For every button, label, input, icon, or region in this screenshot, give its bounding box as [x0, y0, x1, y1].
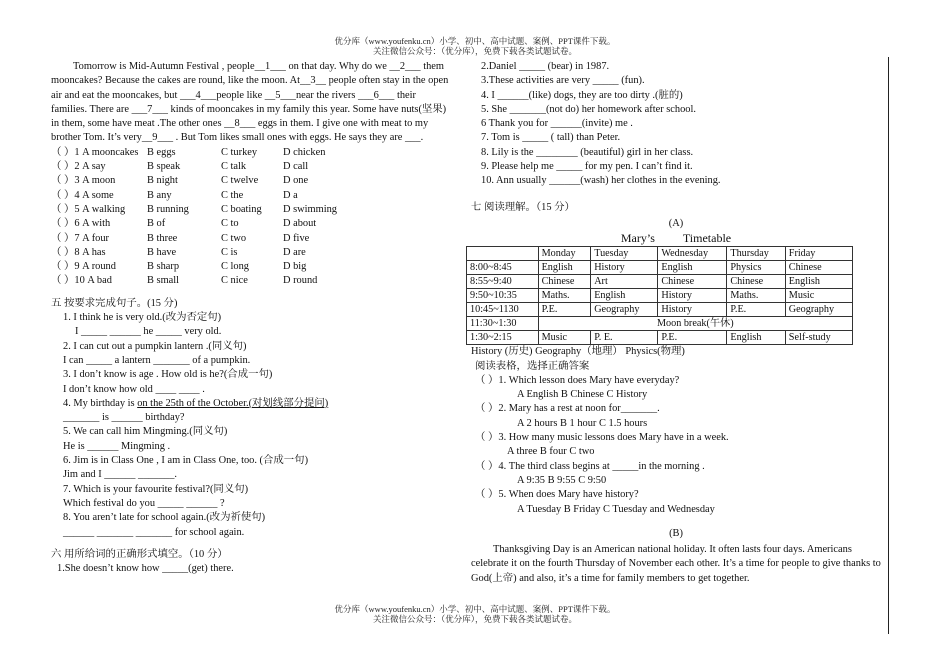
s5-line-8: _______ is ______ birthday? [63, 412, 185, 424]
cloze-option: （ ）7 A four [51, 232, 110, 244]
cloze-option: D a [283, 189, 298, 201]
cloze-option: C to [221, 218, 239, 230]
header-line-2: 关注微信公众号：（优分库），免费下载各类试题试卷。 [372, 46, 577, 56]
timetable-title-1: Mary’s [620, 231, 655, 246]
table-cell: Music [785, 289, 852, 303]
timetable-title [471, 231, 881, 246]
table-cell: P.E. [538, 303, 591, 317]
table-cell: Chinese [727, 275, 785, 289]
table-cell: History [658, 303, 727, 317]
page-divider [888, 57, 889, 634]
cloze-option: C talk [221, 161, 247, 173]
cloze-option: B any [147, 189, 172, 201]
table-row [467, 303, 853, 317]
table-cell: English [538, 261, 591, 275]
instruction: 阅读表格，选择正确答案 [475, 360, 590, 372]
cloze-option-row [51, 189, 453, 203]
section-6-start [51, 548, 453, 577]
table-row [467, 275, 853, 289]
vocab-note: History (历史) Geography（地理） Physics(物理) [471, 346, 685, 358]
s5-line-6: I don’t know how old ____ ____ . [63, 383, 205, 395]
cloze-option: B eggs [147, 146, 176, 158]
question-4: （ ）4. The third class begins at _____in the morning . [475, 460, 705, 472]
table-cell: Physics [727, 261, 785, 275]
cloze-option: （ ）10 A bad [51, 275, 112, 287]
cloze-option: （ ）6 A with [51, 218, 111, 230]
s5-line-3: 2. I can cut out a pumpkin lantern .(同义句) [63, 340, 247, 352]
table-cell: P. E. [591, 331, 658, 345]
cloze-option: B sharp [147, 261, 180, 273]
table-cell: History [658, 289, 727, 303]
table-cell: 1:30~2:15 [467, 331, 539, 345]
s5-line-14: Which festival do you _____ ______ ? [63, 497, 225, 509]
table-cell: Music [538, 331, 591, 345]
cloze-option: C two [221, 232, 247, 244]
section-5-title: 五 按要求完成句子。(15 分) [51, 297, 178, 309]
question-3-options: A three B four C two [507, 446, 595, 458]
cloze-option-row [51, 203, 453, 217]
s5-line-13: 7. Which is your favourite festival?(同义句) [63, 483, 249, 495]
right-column [471, 60, 881, 586]
page-header [0, 36, 950, 56]
s5-line-4: I can _____ a lantern _______ of a pumpkin. [63, 354, 251, 366]
s6-line-3: 3.These activities are very _____ (fun). [481, 75, 645, 87]
passage-b: Thanksgiving Day is an American national holiday. It often lasts four days. Americans celebrate it on the fourth Thursday of November each other. It’s a time for people to give thanks to God(上帝) and also, it’s a time for family members to get together. [471, 544, 881, 584]
cloze-option: D call [283, 161, 309, 173]
cloze-option: D big [283, 261, 307, 273]
page-footer [0, 604, 950, 624]
cloze-option-row [51, 274, 453, 288]
s5-line-16: ______ _______ _______ for school again. [63, 526, 245, 538]
cloze-option: （ ）5 A walking [51, 203, 126, 215]
cloze-option: B speak [147, 161, 181, 173]
s6-line-5: 5. She _______(not do) her homework after school. [481, 103, 696, 115]
table-cell: Geography [785, 303, 852, 317]
cloze-option: C twelve [221, 175, 259, 187]
table-cell: 8:55~9:40 [467, 275, 539, 289]
s5-line-15: 8. You aren’t late for school again.(改为祈使句) [63, 512, 266, 524]
table-cell: English [658, 261, 727, 275]
s6-line-1: 1.She doesn’t know how _____(get) there. [57, 563, 234, 575]
footer-line-2: 关注微信公众号：（优分库），免费下载各类试题试卷。 [372, 614, 577, 624]
cloze-option-row [51, 260, 453, 274]
s5-line-7-underlined: on the 25th of the October.(对划线部分提问) [137, 397, 329, 409]
break-label-cell: Moon break(午休) [538, 317, 852, 331]
cloze-option: C the [221, 189, 244, 201]
s6-line-4: 4. I ______(like) dogs, they are too dirty .(脏的) [481, 89, 683, 101]
cloze-option: D round [283, 275, 318, 287]
table-row-break [467, 317, 853, 331]
s5-line-1: 1. I think he is very old.(改为否定句) [63, 312, 222, 324]
table-cell: 8:00~8:45 [467, 261, 539, 275]
s5-line-11: 6. Jim is in Class One , I am in Class One, too. (合成一句) [63, 455, 309, 467]
section-7-title: 七 阅读理解。（15 分） [471, 201, 575, 213]
cloze-option-row [51, 174, 453, 188]
table-cell: Maths. [538, 289, 591, 303]
cloze-option: C long [221, 261, 250, 273]
table-cell: Self-study [785, 331, 852, 345]
s5-line-10: He is ______ Mingming . [63, 440, 171, 452]
cloze-option: （ ）1 A mooncakes [51, 146, 139, 158]
th-wednesday: Wednesday [658, 247, 727, 261]
table-row [467, 261, 853, 275]
cloze-option-row [51, 160, 453, 174]
cloze-option: B running [147, 203, 189, 215]
cloze-option: （ ）9 A round [51, 261, 116, 273]
table-row [467, 289, 853, 303]
th-thursday: Thursday [727, 247, 785, 261]
s5-line-5: 3. I don’t know is age . How old is he?(合成一句) [63, 369, 273, 381]
cloze-option: （ ）4 A some [51, 189, 114, 201]
cloze-option: D five [283, 232, 310, 244]
question-3: （ ）3. How many music lessons does Mary have in a week. [475, 432, 729, 444]
th-tuesday: Tuesday [591, 247, 658, 261]
cloze-option: D are [283, 246, 306, 258]
part-b-label: (B) [669, 527, 683, 539]
cloze-option-row [51, 232, 453, 246]
question-5-options: A Tuesday B Friday C Tuesday and Wednesday [517, 503, 715, 515]
cloze-option: C nice [221, 275, 248, 287]
s6-line-8: 8. Lily is the ________ (beautiful) girl in her class. [481, 146, 694, 158]
s6-line-2: 2.Daniel _____ (bear) in 1987. [481, 61, 610, 72]
footer-line-1: 优分库（www.youfenku.cn）小学、初中、高中试题、案例、PPT课件下载。 [334, 604, 616, 614]
timetable-title-2: Timetable [682, 231, 732, 246]
cloze-option: （ ）8 A has [51, 246, 106, 258]
cloze-option: D about [283, 218, 317, 230]
cloze-option: B small [147, 275, 180, 287]
cloze-option: C turkey [221, 146, 258, 158]
table-cell: English [591, 289, 658, 303]
cloze-option: B have [147, 246, 177, 258]
cloze-option: （ ）2 A say [51, 161, 106, 173]
cloze-options [51, 146, 453, 289]
cloze-option: B night [147, 175, 178, 187]
s6-line-6: 6 Thank you for ______(invite) me . [481, 118, 633, 130]
s5-line-7 [63, 397, 453, 411]
s6-line-9: 9. Please help me _____ for my pen. I can’t find it. [481, 161, 693, 173]
table-cell: 9:50~10:35 [467, 289, 539, 303]
cloze-option: B of [147, 218, 166, 230]
cloze-option: D one [283, 175, 309, 187]
header-line-1: 优分库（www.youfenku.cn）小学、初中、高中试题、案例、PPT课件下载。 [334, 36, 616, 46]
section-6-title: 六 用所给词的正确形式填空。（10 分） [51, 548, 228, 560]
s6-line-7: 7. Tom is _____ ( tall) than Peter. [481, 132, 621, 144]
left-column [51, 60, 453, 576]
question-4-options: A 9:35 B 9:55 C 9:50 [517, 474, 607, 486]
cloze-option-row [51, 146, 453, 160]
part-a-label: (A) [668, 217, 684, 229]
question-2: （ ）2. Mary has a rest at noon for_______. [475, 403, 660, 415]
question-2-options: A 2 hours B 1 hour C 1.5 hours [517, 417, 648, 429]
cloze-option-row [51, 246, 453, 260]
break-time-cell: 11:30~1:30 [467, 317, 539, 331]
cloze-option: （ ）3 A moon [51, 175, 116, 187]
s5-line-2: I _____ ______ he _____ very old. [75, 326, 222, 338]
question-1: （ ）1. Which lesson does Mary have everyday? [475, 374, 680, 386]
table-cell: English [785, 275, 852, 289]
cloze-passage: Tomorrow is Mid-Autumn Festival , people__1___ on that day. Why do we __2___ them mooncakes? Because the cakes are round, like the moon. At__3__ people often stay in the open air and eat the mooncakes, but ___4___people like __5___near the rivers ___6___ their families. There are ___7___ kinds of mooncakes in my family this year. Some have nuts(坚果) in them, some have meat .The other ones __8___ eggs in them. I give one with meat to my brother Tom. It’s very__9___ . But Tom likes small ones with eggs. He says they are ___. [51, 61, 449, 144]
timetable-header-row [467, 247, 853, 261]
question-1-options: A English B Chinese C History [517, 389, 648, 401]
section-5 [51, 297, 453, 540]
s5-line-12: Jim and I ______ _______. [63, 469, 178, 481]
table-cell: Maths. [727, 289, 785, 303]
table-cell: English [727, 331, 785, 345]
table-cell: Geography [591, 303, 658, 317]
cloze-option: D chicken [283, 146, 326, 158]
table-cell: History [591, 261, 658, 275]
cloze-option: D swimming [283, 203, 337, 215]
table-cell: P.E. [727, 303, 785, 317]
table-cell: Chinese [785, 261, 852, 275]
table-cell: Art [591, 275, 658, 289]
s6-line-10: 10. Ann usually ______(wash) her clothes in the evening. [481, 175, 721, 187]
th-monday: Monday [538, 247, 591, 261]
th-blank [467, 247, 539, 261]
timetable [466, 246, 853, 345]
question-5: （ ）5. When does Mary have history? [475, 489, 639, 501]
cloze-option: C is [221, 246, 238, 258]
table-cell: Chinese [538, 275, 591, 289]
s5-line-9: 5. We can call him Mingming.(同义句) [63, 426, 228, 438]
table-cell: P.E. [658, 331, 727, 345]
table-row [467, 331, 853, 345]
table-cell: Chinese [658, 275, 727, 289]
table-cell: 10:45~1130 [467, 303, 539, 317]
cloze-option: C boating [221, 203, 262, 215]
s5-line-7-a: 4. My birthday is [63, 397, 138, 409]
th-friday: Friday [785, 247, 852, 261]
cloze-option-row [51, 217, 453, 231]
cloze-option: B three [147, 232, 178, 244]
